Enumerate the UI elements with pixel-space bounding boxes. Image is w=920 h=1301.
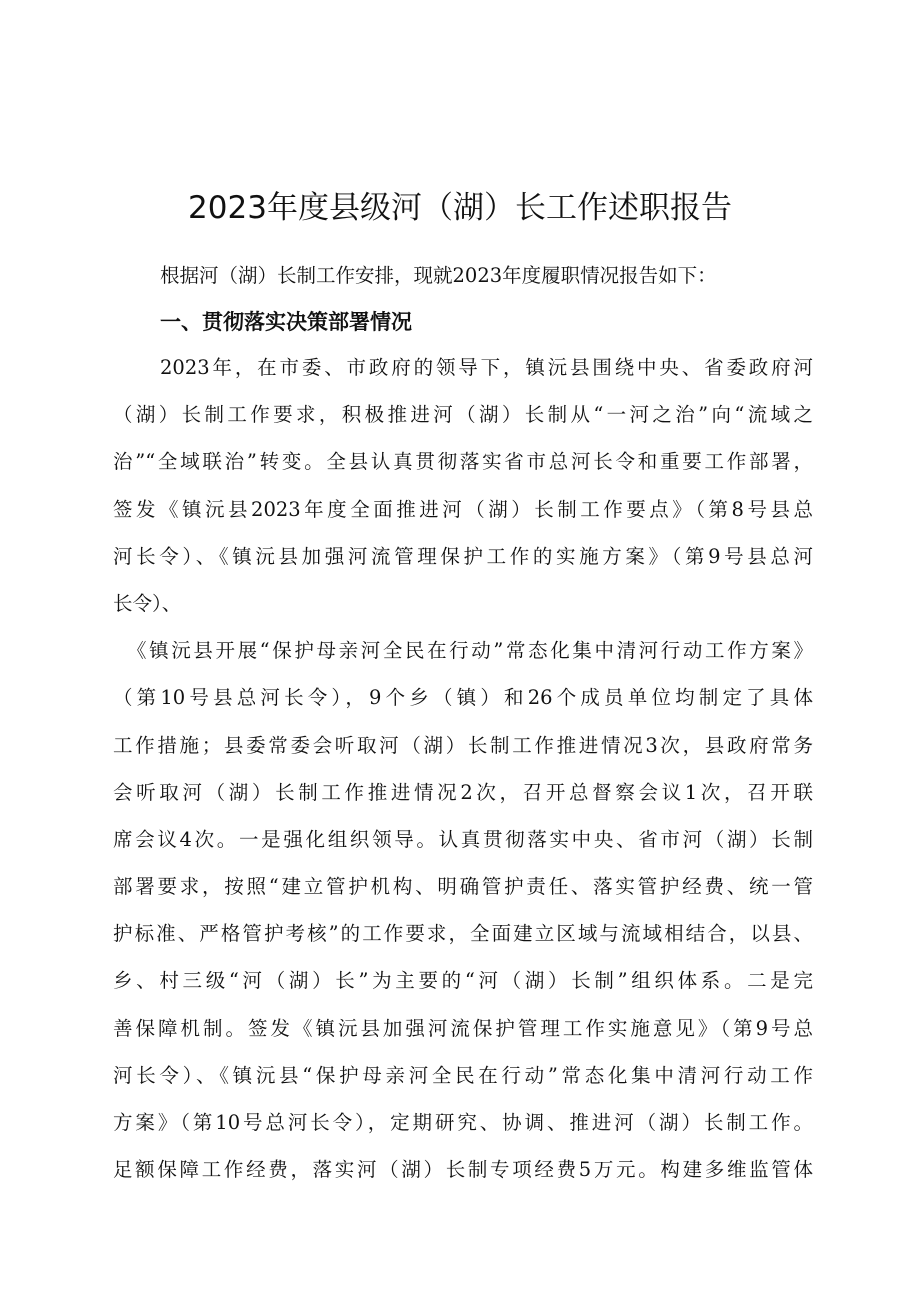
body-line: （湖）长制工作要求，积极推进河（湖）长制从“一河之治”向“流域之 — [113, 403, 813, 427]
body-line: 河长令）、《镇沅县“保护母亲河全民在行动”常态化集中清河行动工作 — [113, 1063, 813, 1087]
body-line: 会听取河（湖）长制工作推进情况2次，召开总督察会议1次，召开联 — [113, 780, 813, 804]
body-line: 《镇沅县开展“保护母亲河全民在行动”常态化集中清河行动工作方案》 — [127, 639, 813, 663]
body-line: （第10号县总河长令），9个乡（镇）和26个成员单位均制定了具体 — [113, 686, 813, 710]
body-line: 长令）、 — [113, 591, 182, 615]
body-line: 席会议4次。一是强化组织领导。认真贯彻落实中央、省市河（湖）长制 — [113, 827, 813, 851]
section-heading: 一、贯彻落实决策部署情况 — [160, 310, 412, 334]
body-text — [113, 344, 813, 1193]
body-line: 护标准、严格管护考核”的工作要求，全面建立区域与流域相结合，以县、 — [113, 922, 813, 946]
body-line: 部署要求，按照“建立管护机构、明确管护责任、落实管护经费、统一管 — [113, 875, 813, 899]
body-line: 2023年，在市委、市政府的领导下，镇沅县围绕中央、省委政府河 — [160, 356, 813, 379]
body-line: 足额保障工作经费，落实河（湖）长制专项经费5万元。构建多维监管体 — [113, 1158, 813, 1182]
body-line: 善保障机制。签发《镇沅县加强河流保护管理工作实施意见》（第9号总 — [113, 1016, 813, 1040]
document-title: 2023年度县级河（湖）长工作述职报告 — [188, 190, 732, 226]
body-line: 乡、村三级“河（湖）长”为主要的“河（湖）长制”组织体系。二是完 — [113, 969, 813, 993]
body-line: 工作措施；县委常委会听取河（湖）长制工作推进情况3次，县政府常务 — [113, 733, 813, 757]
intro-paragraph: 根据河（湖）长制工作安排，现就2023年度履职情况报告如下： — [160, 264, 717, 287]
body-line: 治”“全域联治”转变。全县认真贯彻落实省市总河长令和重要工作部署， — [113, 450, 813, 474]
body-line: 河长令）、《镇沅县加强河流管理保护工作的实施方案》（第9号县总河 — [113, 544, 813, 568]
body-line: 方案》（第10号总河长令），定期研究、协调、推进河（湖）长制工作。 — [113, 1111, 813, 1134]
body-line: 签发《镇沅县2023年度全面推进河（湖）长制工作要点》（第8号县总 — [113, 497, 813, 521]
